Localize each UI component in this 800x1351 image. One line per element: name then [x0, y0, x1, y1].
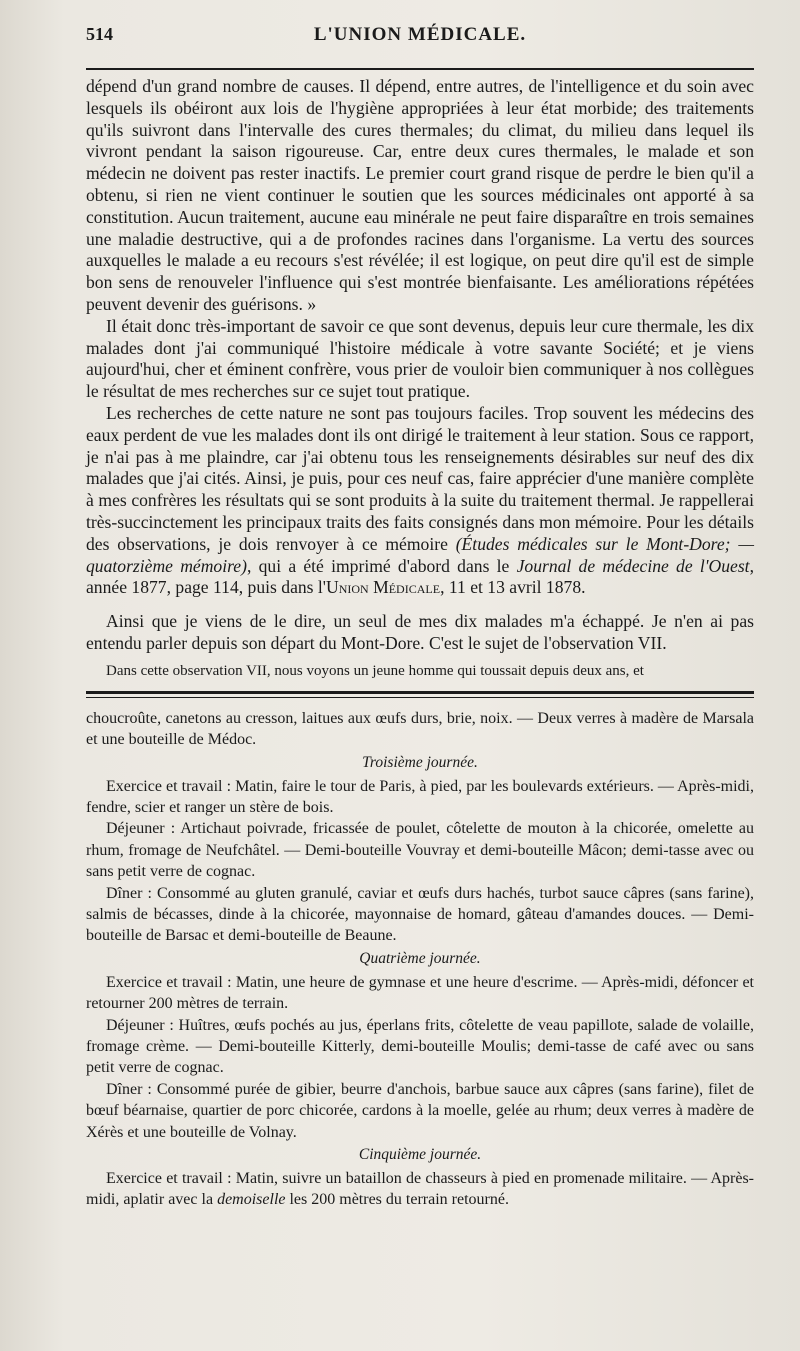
citation-union: Union Médicale [325, 577, 441, 598]
menu-entry: Dîner : Consommé purée de gibier, beurre d'anchois, barbue sauce aux câpres (sans farine), filet de bœuf béarnaise, quartier de porc chicorée, cardons à la moelle, gelée au rhum; deux verres à madère de Xérès et une bouteille de Volnay. [86, 1080, 754, 1141]
article-body [86, 76, 754, 681]
journal-title: L'UNION MÉDICALE. [313, 24, 527, 45]
menu-entry-text: Exercice et travail : Matin, suivre un bataillon de chasseurs à pied en promenade militaire. — Après-midi, aplatir avec la [86, 1170, 754, 1209]
citation-journal: Journal de médecine de l'Ouest [516, 555, 750, 576]
feuilleton-section [86, 708, 754, 1211]
divider-thick-rule [86, 691, 754, 694]
divider-thin-rule [86, 697, 754, 698]
day-heading: Cinquième journée. [358, 1146, 482, 1164]
article-paragraph: dépend d'un grand nombre de causes. Il dépend, entre autres, de l'intelligence et du soin avec lesquels ils obéiront aux lois de l'hygiène appropriées à leur état morbide; des traitements qu'ils suivront dans l'intervalle des cures thermales; du climat, du milieu dans lequel ils vivront pendant la saison rigoureuse. Car, entre deux cures thermales, le malade et son médecin ne doivent pas rester inactifs. Le premier court grand risque de perdre le bien qu'il a obtenu, si rien ne vient continuer le soutien que les sources médicinales ont apporté à sa constitution. Aucun traitement, aucune eau minérale ne peut faire disparaître en trois semaines une maladie destructive, qui a de profondes racines dans l'organisme. La vertu des sources auxquelles le malade a eu recours s'est révélée; il est logique, on peut dire qu'il est de simple bon sens de renouveler l'influence qui s'est montrée bienfaisante. Les améliorations répétées peuvent devenir des guérisons. » [86, 76, 754, 314]
page-header [86, 24, 754, 68]
page-number: 514 [86, 24, 113, 44]
header-rule [86, 68, 754, 70]
feuilleton-divider [86, 691, 754, 698]
citation-text: , 11 et 13 avril 1878. [440, 577, 586, 598]
article-paragraph-text: Les recherches de cette nature ne sont pas toujours faciles. Trop souvent les médecins des eaux perdent de vue les malades dont ils ont dirigé le traitement à leur station. Sous ce rapport, je n'ai pas à me plaindre, car j'ai obtenu tous les renseignements désirables sur neuf des dix malades que j'ai cités. Ainsi, je puis, pour ces neuf cas, faire apprécier d'une manière complète à mes confrères les résultats qui se sont produits à la suite du traitement thermal. Je rappellerai très-succinctement les principaux traits des faits consignés dans mon mémoire. Pour les détails des observations, je dois renvoyer à ce mémoire [86, 402, 754, 554]
menu-entry: Déjeuner : Artichaut poivrade, fricassée de poulet, côtelette de mouton à la chicorée, omelette au rhum, fromage de Neufchâtel. — Demi-bouteille Vouvray et demi-bouteille Mâcon; demi-tasse avec ou sans petit verre de cognac. [86, 820, 754, 881]
day-heading: Quatrième journée. [359, 949, 481, 967]
menu-entry: Exercice et travail : Matin, une heure de gymnase et une heure d'escrime. — Après-midi, défoncer et retourner 200 mètres de terrain. [86, 973, 754, 1013]
feuilleton-opening: choucroûte, canetons au cresson, laitues aux œufs durs, brie, noix. — Deux verres à madère de Marsala et une bouteille de Médoc. [86, 709, 754, 749]
menu-entry-text: les 200 mètres du terrain retourné. [289, 1191, 509, 1209]
article-paragraph: Ainsi que je viens de le dire, un seul de mes dix malades m'a échappé. Je n'en ai pas entendu parler depuis son départ du Mont-Dore. C'est le sujet de l'observation VII. [86, 611, 754, 653]
menu-entry-italic: demoiselle [217, 1191, 286, 1209]
menu-entry [86, 1168, 754, 1211]
article-paragraph: Dans cette observation VII, nous voyons un jeune homme qui toussait depuis deux ans, et [106, 662, 644, 679]
article-paragraph: Il était donc très-important de savoir ce que sont devenus, depuis leur cure thermale, les dix malades dont j'ai communiqué l'histoire médicale à votre savante Société; et je viens aujourd'hui, cher et éminent confrère, vous prier de vouloir bien communiquer à nos collègues le résultat de mes recherches sur ce sujet tout pratique. [86, 315, 754, 402]
menu-entry: Exercice et travail : Matin, faire le tour de Paris, à pied, par les boulevards extérieurs. — Après-midi, fendre, scier et ranger un stère de bois. [86, 777, 754, 816]
menu-entry: Dîner : Consommé au gluten granulé, caviar et œufs durs hachés, turbot sauce câpres (sans farine), salmis de bécasses, dinde à la chicorée, mayonnaise de homard, gâteau d'amandes douces. — Demi-bouteille de Barsac et demi-bouteille de Beaune. [86, 884, 754, 945]
menu-entry: Déjeuner : Huîtres, œufs pochés au jus, éperlans frits, côtelette de veau papillote, salade de volaille, fromage crème. — Demi-bouteille Kitterly, demi-bouteille Moulis; demi-tasse de café avec ou sans petit verre de cognac. [86, 1016, 754, 1077]
article-paragraph [86, 403, 754, 599]
day-heading: Troisième journée. [362, 753, 478, 771]
citation-text: , qui a été imprimé d'abord dans le [246, 555, 510, 576]
citation-text: , année 1877, page 114, puis dans l' [86, 555, 754, 598]
citation-title: (Études médicales sur le Mont-Dore; — quatorzième mémoire) [86, 533, 754, 576]
